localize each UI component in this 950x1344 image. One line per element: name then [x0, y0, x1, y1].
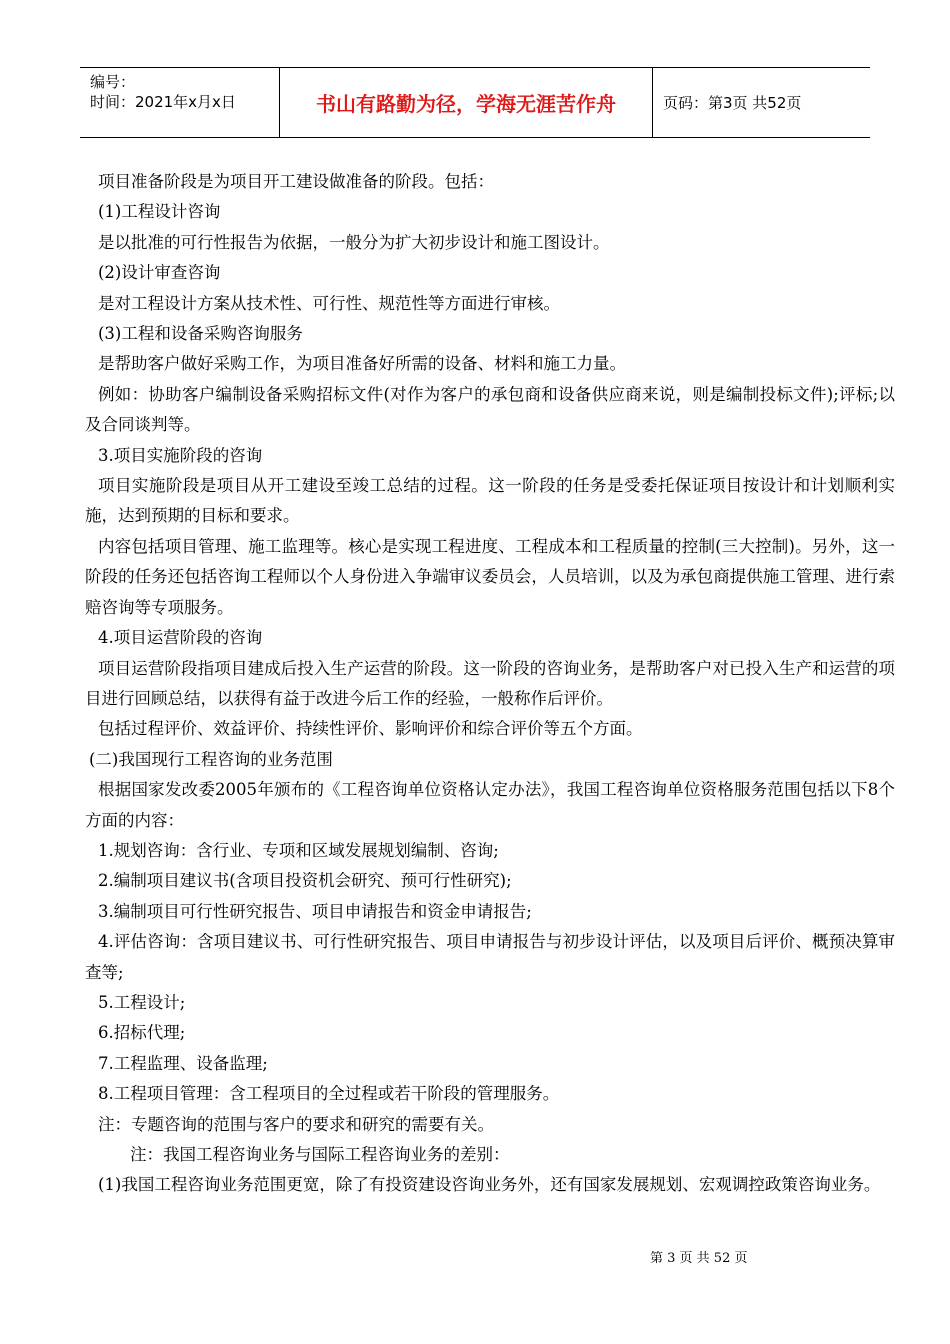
list-item: 6.招标代理;: [98, 1023, 186, 1043]
paragraph: (1)工程设计咨询: [98, 202, 221, 222]
paragraph: (2)设计审查咨询: [98, 263, 221, 283]
paragraph: 是对工程设计方案从技术性、可行性、规范性等方面进行审核。: [98, 293, 560, 313]
paragraph: 例如：协助客户编制设备采购招标文件(对作为客户的承包商和设备供应商来说，则是编制投标文件);评标;以及合同谈判等。: [85, 384, 895, 435]
paragraph: 包括过程评价、效益评价、持续性评价、影响评价和综合评价等五个方面。: [98, 719, 643, 739]
paragraph: 根据国家发改委2005年颁布的《工程咨询单位资格认定办法》，我国工程咨询单位资格服务范围包括以下8个方面的内容：: [85, 780, 895, 830]
list-item: 3.编制项目可行性研究报告、项目申请报告和资金申请报告;: [98, 901, 532, 921]
list-item: 8.工程项目管理：含工程项目的全过程或若干阶段的管理服务。: [98, 1084, 560, 1104]
list-item: 7.工程监理、设备监理;: [98, 1053, 268, 1073]
paragraph: (3)工程和设备采购咨询服务: [98, 324, 303, 344]
paragraph: 项目实施阶段是项目从开工建设至竣工总结的过程。这一阶段的任务是受委托保证项目按设计和计划顺利实施，达到预期的目标和要求。: [85, 476, 895, 526]
page-footer: 第 3 页 共 52 页: [650, 1251, 748, 1266]
paragraph: 内容包括项目管理、施工监理等。核心是实现工程进度、工程成本和工程质量的控制(三大控制)。另外，这一阶段的任务还包括咨询工程师以个人身份进入争端审议委员会，人员培训，以及为承包商提供施工管理、进行索赔咨询等专项服务。: [85, 536, 895, 617]
header-motto: 书山有路勤为径，学海无涯苦作舟: [280, 68, 653, 137]
note: 注：我国工程咨询业务与国际工程咨询业务的差别：: [130, 1145, 510, 1164]
section-heading: (二)我国现行工程咨询的业务范围: [89, 749, 333, 769]
list-item: 1.规划咨询：含行业、专项和区域发展规划编制、咨询;: [98, 840, 499, 860]
document-body: [85, 167, 895, 1201]
paragraph: 是以批准的可行性报告为依据，一般分为扩大初步设计和施工图设计。: [98, 232, 610, 252]
document-number-label: 编号：: [90, 73, 136, 91]
section-heading: 4.项目运营阶段的咨询: [98, 628, 263, 648]
list-item: 5.工程设计;: [98, 992, 186, 1012]
document-date-label: 时间：2021年x月x日: [90, 93, 236, 111]
paragraph: (1)我国工程咨询业务范围更宽，除了有投资建设咨询业务外，还有国家发展规划、宏观调控政策咨询业务。: [98, 1175, 881, 1195]
note: 注：专题咨询的范围与客户的要求和研究的需要有关。: [98, 1114, 494, 1134]
section-heading: 3.项目实施阶段的咨询: [98, 445, 263, 465]
header-page-info: 页码：第3页 共52页: [663, 94, 802, 112]
paragraph: 项目准备阶段是为项目开工建设做准备的阶段。包括：: [98, 172, 494, 191]
list-item: 4.评估咨询：含项目建议书、可行性研究报告、项目申请报告与初步设计评估，以及项目后评价、概预决算审查等;: [85, 932, 895, 982]
header-meta: [80, 68, 280, 137]
paragraph: 项目运营阶段指项目建成后投入生产运营的阶段。这一阶段的咨询业务，是帮助客户对已投入生产和运营的项目进行回顾总结，以获得有益于改进今后工作的经验，一般称作后评价。: [85, 658, 895, 708]
paragraph: 是帮助客户做好采购工作，为项目准备好所需的设备、材料和施工力量。: [98, 354, 626, 374]
page-header: [80, 67, 870, 138]
list-item: 2.编制项目建议书(含项目投资机会研究、预可行性研究);: [98, 871, 512, 891]
